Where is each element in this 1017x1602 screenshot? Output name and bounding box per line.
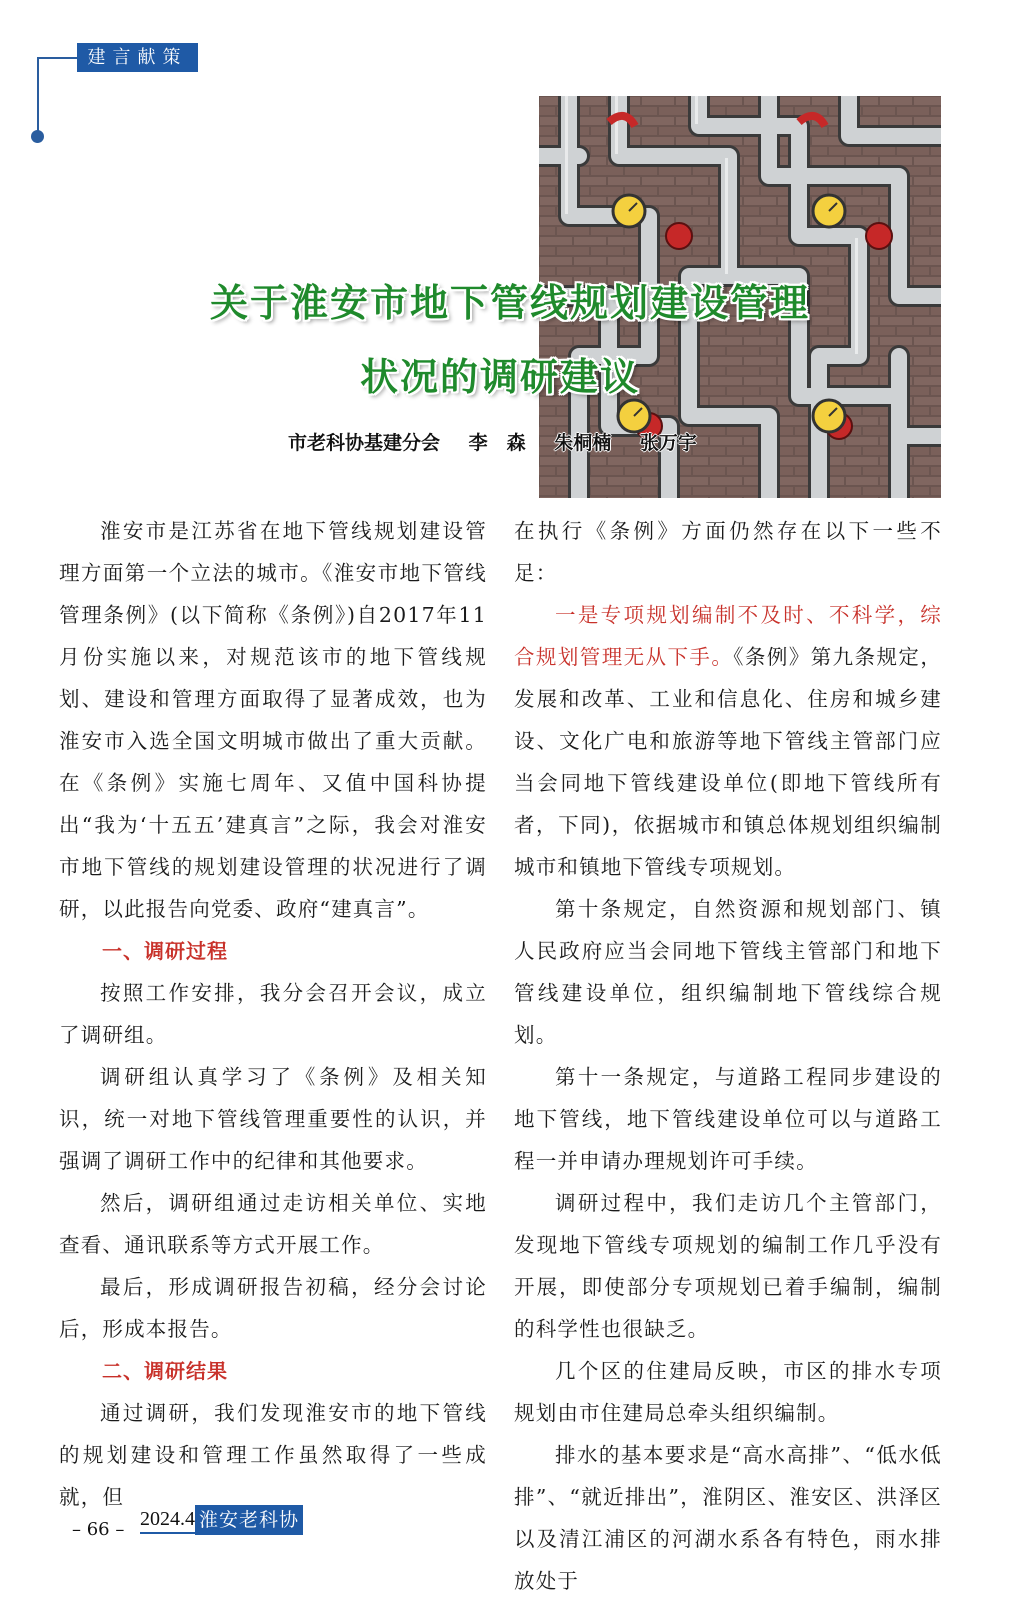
paragraph: 调研组认真学习了《条例》及相关知识，统一对地下管线管理重要性的认识，并强调了调研工作中的纪律和其他要求。 (59, 1065, 487, 1173)
section-bracket-top (37, 57, 77, 59)
paragraph: 排水的基本要求是“高水高排”、“低水低排”、“就近排出”，淮阴区、淮安区、洪泽区以及清江浦区的河湖水系各有特色，雨水排放处于 (514, 1443, 942, 1593)
paragraph (514, 594, 942, 888)
paragraph: 最后，形成调研报告初稿，经分会讨论后，形成本报告。 (59, 1275, 487, 1341)
page-number: – 66 – (72, 1519, 125, 1540)
paragraph: 淮安市是江苏省在地下管线规划建设管理方面第一个立法的城市。《淮安市地下管线管理条例》(以下简称《条例》)自2017年11月份实施以来，对规范该市的地下管线规划、建设和管理方面取得了显著成效，也为淮安市入选全国文明城市做出了重大贡献。在《条例》实施七周年、又值中国科协提出“我为‘十五五’建真言”之际，我会对淮安市地下管线的规划建设管理的状况进行了调研，以此报告向党委、政府“建真言”。 (59, 519, 487, 921)
magazine-name: 淮安老科协 (195, 1505, 303, 1535)
byline-author: 朱桐楠 (554, 432, 612, 454)
byline-author: 李 森 (468, 432, 526, 454)
section-bracket-line (37, 57, 39, 135)
article-title-line-1: 关于淮安市地下管线规划建设管理 (209, 281, 810, 325)
paragraph: 第十条规定，自然资源和规划部门、镇人民政府应当会同地下管线主管部门和地下管线建设单位，组织编制地下管线综合规划。 (514, 897, 942, 1047)
highlight-text: 一是专项规划编制不及时、不科学，综合规划管理无从下手。 (514, 603, 942, 669)
paragraph: 第十一条规定，与道路工程同步建设的地下管线，地下管线建设单位可以与道路工程一并申请办理规划许可手续。 (514, 1065, 942, 1173)
issue-number: 2024.4 (140, 1508, 195, 1530)
footer-rule (140, 1532, 196, 1534)
paragraph-continuation: 在执行《条例》方面仍然存在以下一些不足： (514, 519, 942, 585)
paragraph: 通过调研，我们发现淮安市的地下管线的规划建设和管理工作虽然取得了一些成就，但 (59, 1401, 487, 1509)
section-heading: 一、调研过程 (102, 939, 228, 963)
paragraph-text: 《条例》第九条规定，发展和改革、工业和信息化、住房和城乡建设、文化广电和旅游等地下管线主管部门应当会同地下管线建设单位(即地下管线所有者，下同)，依据城市和镇总体规划组织编制城市和镇地下管线专项规划。 (514, 645, 943, 879)
byline-author: 张万宇 (639, 432, 697, 454)
paragraph: 按照工作安排，我分会召开会议，成立了调研组。 (59, 981, 487, 1047)
section-heading: 二、调研结果 (102, 1359, 228, 1383)
section-tag: 建言献策 (77, 43, 198, 72)
byline-org: 市老科协基建分会 (288, 432, 441, 454)
article-title-line-2: 状况的调研建议 (359, 355, 640, 399)
paragraph: 调研过程中，我们走访几个主管部门，发现地下管线专项规划的编制工作几乎没有开展，即使部分专项规划已着手编制，编制的科学性也很缺乏。 (514, 1191, 942, 1341)
byline (288, 428, 748, 460)
paragraph: 然后，调研组通过走访相关单位、实地查看、通讯联系等方式开展工作。 (59, 1191, 487, 1257)
paragraph: 几个区的住建局反映，市区的排水专项规划由市住建局总牵头组织编制。 (514, 1359, 942, 1425)
right-column (514, 510, 942, 1602)
section-bracket-dot (31, 130, 44, 143)
left-column (59, 510, 487, 1518)
